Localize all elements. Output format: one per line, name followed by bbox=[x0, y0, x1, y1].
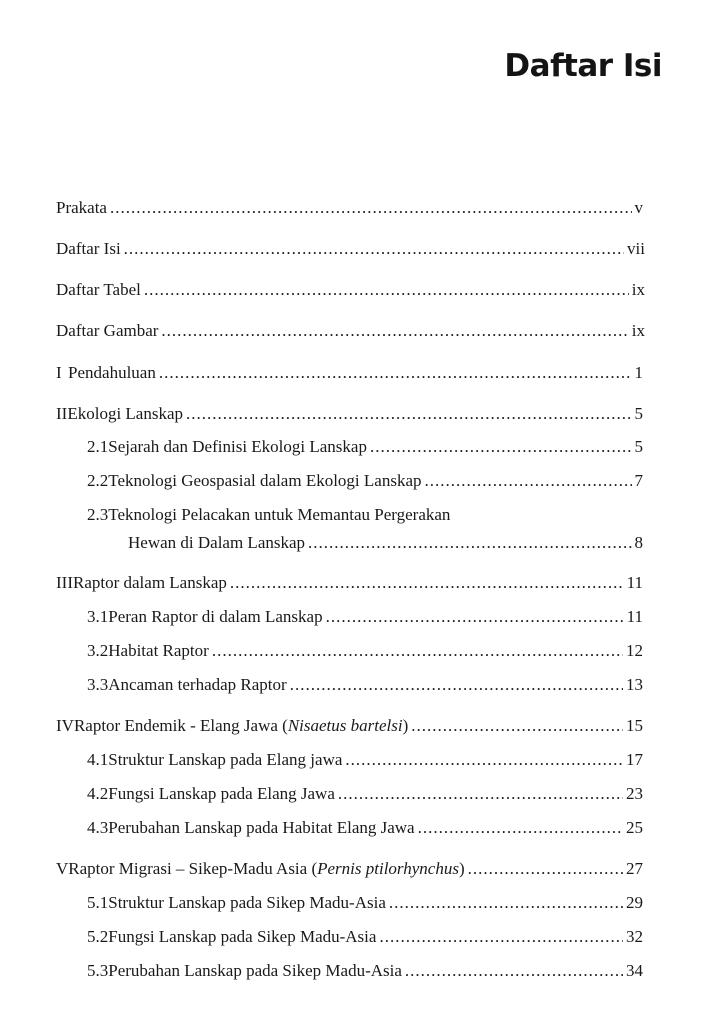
toc-section-2-3-first-line[interactable] bbox=[87, 505, 450, 525]
section-page: 11 bbox=[626, 607, 643, 626]
leader-dots bbox=[338, 784, 623, 804]
section-title-continued: Hewan di Dalam Lanskap bbox=[128, 533, 306, 552]
section-number: 2.2 bbox=[87, 471, 109, 490]
chapter-page: 27 bbox=[626, 859, 643, 878]
chapter-title: Ekologi Lanskap bbox=[67, 404, 184, 423]
chapter-title-end: ) bbox=[402, 716, 409, 735]
section-page: 25 bbox=[626, 818, 643, 837]
toc-entry-page: ix bbox=[631, 280, 645, 299]
leader-dots bbox=[405, 961, 623, 981]
leader-dots bbox=[161, 321, 628, 341]
toc-section-2-3[interactable] bbox=[128, 533, 643, 553]
leader-dots bbox=[212, 641, 623, 661]
leader-dots bbox=[110, 198, 632, 218]
section-title: Sejarah dan Definisi Ekologi Lanskap bbox=[108, 437, 367, 456]
section-title: Struktur Lanskap pada Sikep Madu-Asia bbox=[108, 893, 386, 912]
toc-section-2-1[interactable] bbox=[87, 437, 643, 457]
leader-dots bbox=[326, 607, 624, 627]
chapter-number: II bbox=[56, 404, 68, 423]
section-page: 23 bbox=[626, 784, 643, 803]
toc-chapter-3[interactable] bbox=[56, 573, 643, 593]
leader-dots bbox=[230, 573, 624, 593]
section-number: 5.1 bbox=[87, 893, 109, 912]
leader-dots bbox=[124, 239, 624, 259]
toc-entry-title: Daftar Tabel bbox=[56, 280, 141, 299]
leader-dots bbox=[418, 818, 623, 838]
section-page: 5 bbox=[634, 437, 643, 456]
page-title: Daftar Isi bbox=[504, 48, 662, 84]
toc-entry-daftar-isi[interactable] bbox=[56, 239, 645, 259]
section-title: Perubahan Lanskap pada Habitat Elang Jawa bbox=[108, 818, 415, 837]
section-title: Ancaman terhadap Raptor bbox=[108, 675, 287, 694]
leader-dots bbox=[159, 363, 632, 383]
leader-dots bbox=[389, 893, 623, 913]
chapter-number: V bbox=[56, 859, 69, 878]
toc-entry-title: Prakata bbox=[56, 198, 107, 217]
toc-entry-title: Daftar Isi bbox=[56, 239, 121, 258]
section-title: Teknologi Geospasial dalam Ekologi Lanskap bbox=[108, 471, 422, 490]
section-title: Habitat Raptor bbox=[108, 641, 209, 660]
leader-dots bbox=[379, 927, 623, 947]
toc-section-5-1[interactable] bbox=[87, 893, 643, 913]
section-number: 3.3 bbox=[87, 675, 109, 694]
section-number: 4.1 bbox=[87, 750, 109, 769]
toc-section-5-3[interactable] bbox=[87, 961, 643, 981]
chapter-page: 1 bbox=[634, 363, 643, 382]
chapter-title-text: Raptor Endemik - Elang Jawa ( bbox=[73, 716, 288, 735]
toc-section-3-1[interactable] bbox=[87, 607, 643, 627]
leader-dots bbox=[308, 533, 631, 553]
section-number: 5.2 bbox=[87, 927, 109, 946]
toc-section-5-2[interactable] bbox=[87, 927, 643, 947]
section-title: Perubahan Lanskap pada Sikep Madu-Asia bbox=[108, 961, 402, 980]
toc-entry-prakata[interactable] bbox=[56, 198, 643, 218]
section-number: 2.3 bbox=[87, 505, 109, 524]
section-page: 29 bbox=[626, 893, 643, 912]
section-page: 34 bbox=[626, 961, 643, 980]
section-page: 13 bbox=[626, 675, 643, 694]
section-page: 8 bbox=[634, 533, 643, 552]
chapter-number: III bbox=[56, 573, 73, 592]
leader-dots bbox=[144, 280, 629, 300]
chapter-title bbox=[74, 716, 408, 736]
section-page: 7 bbox=[634, 471, 643, 490]
chapter-page: 11 bbox=[626, 573, 643, 592]
section-page: 17 bbox=[626, 750, 643, 769]
section-title: Fungsi Lanskap pada Elang Jawa bbox=[108, 784, 335, 803]
section-number: 3.2 bbox=[87, 641, 109, 660]
leader-dots bbox=[290, 675, 623, 695]
section-number: 5.3 bbox=[87, 961, 109, 980]
section-title: Teknologi Pelacakan untuk Memantau Pergerakan bbox=[108, 505, 451, 524]
toc-section-4-1[interactable] bbox=[87, 750, 643, 770]
section-page: 32 bbox=[626, 927, 643, 946]
species-name: Pernis ptilorhynchus bbox=[317, 859, 459, 878]
leader-dots bbox=[186, 404, 631, 424]
section-number: 4.2 bbox=[87, 784, 109, 803]
chapter-title bbox=[68, 859, 464, 879]
toc-entry-title: Daftar Gambar bbox=[56, 321, 159, 340]
chapter-title: Pendahuluan bbox=[68, 363, 156, 382]
leader-dots bbox=[468, 859, 623, 879]
section-number: 2.1 bbox=[87, 437, 109, 456]
chapter-page: 15 bbox=[626, 716, 643, 735]
toc-entry-daftar-tabel[interactable] bbox=[56, 280, 645, 300]
toc-section-2-2[interactable] bbox=[87, 471, 643, 491]
species-name: Nisaetus bartelsi bbox=[287, 716, 403, 735]
toc-section-4-2[interactable] bbox=[87, 784, 643, 804]
toc-entry-page: ix bbox=[631, 321, 645, 340]
toc-section-4-3[interactable] bbox=[87, 818, 643, 838]
chapter-number: IV bbox=[56, 716, 74, 735]
section-title: Fungsi Lanskap pada Sikep Madu-Asia bbox=[108, 927, 377, 946]
toc-entry-page: v bbox=[634, 198, 643, 217]
toc-chapter-4[interactable] bbox=[56, 716, 643, 736]
chapter-page: 5 bbox=[634, 404, 643, 423]
chapter-title: Raptor dalam Lanskap bbox=[72, 573, 227, 592]
chapter-title-text: Raptor Migrasi – Sikep-Madu Asia ( bbox=[68, 859, 318, 878]
toc-section-3-3[interactable] bbox=[87, 675, 643, 695]
chapter-number: I bbox=[56, 363, 62, 382]
leader-dots bbox=[425, 471, 632, 491]
toc-chapter-5[interactable] bbox=[56, 859, 643, 879]
toc-chapter-1[interactable] bbox=[56, 363, 643, 383]
section-number: 3.1 bbox=[87, 607, 109, 626]
section-number: 4.3 bbox=[87, 818, 109, 837]
section-page: 12 bbox=[626, 641, 643, 660]
toc-entry-page: vii bbox=[627, 239, 645, 258]
leader-dots bbox=[411, 716, 623, 736]
toc-chapter-2[interactable] bbox=[56, 404, 643, 424]
toc-entry-daftar-gambar[interactable] bbox=[56, 321, 645, 341]
chapter-title-end: ) bbox=[458, 859, 465, 878]
toc-section-3-2[interactable] bbox=[87, 641, 643, 661]
leader-dots bbox=[370, 437, 632, 457]
section-title: Peran Raptor di dalam Lanskap bbox=[108, 607, 323, 626]
section-title: Struktur Lanskap pada Elang jawa bbox=[108, 750, 343, 769]
leader-dots bbox=[345, 750, 623, 770]
